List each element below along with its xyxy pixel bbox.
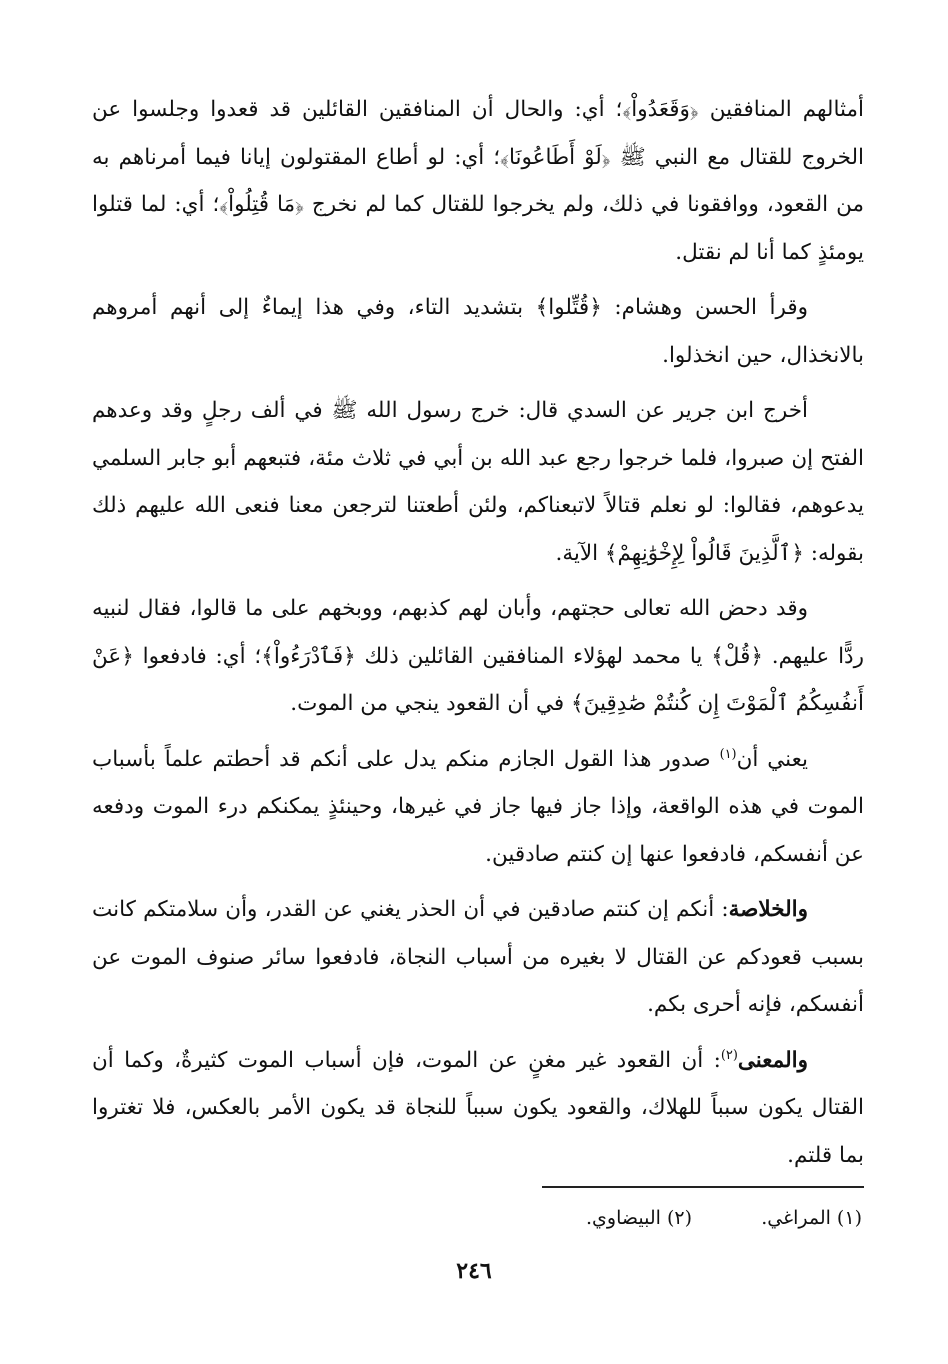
footnote-ref-1: (١) — [719, 746, 737, 762]
summary-heading: والخلاصة — [728, 897, 808, 922]
paragraph-2: وقرأ الحسن وهشام: ﴿قُتِّلوا﴾ بتشديد التاء، وفي هذا إيماءٌ إلى أنهم أمروهم بالانخذال، حين انخذلوا. — [92, 295, 864, 368]
paragraph-5-rest: صدور هذا القول الجازم منكم يدل على أنكم قد أحطتم علماً بأسباب الموت في هذه الواقعة، وإذا جاز فيها جاز في غيرها، وحينئذٍ يمكنكم درء الموت ودفعه عن أنفسكم، فادفعوا عنها إن كنتم صادقين. — [92, 746, 864, 867]
footnote-2: (٢) البيضاوي. — [586, 1207, 692, 1229]
paragraph-6 — [92, 886, 864, 1029]
footnotes — [586, 1200, 862, 1236]
footnote-separator — [542, 1186, 864, 1188]
paragraph-5-start: يعني أن — [736, 746, 808, 772]
main-text — [92, 86, 864, 1187]
paragraph-7 — [92, 1037, 864, 1180]
paragraph-5 — [92, 736, 864, 879]
paragraph-4: وقد دحض الله تعالى حجتهم، وأبان لهم كذبهم، ووبخهم على ما قالوا، فقال لنبيه ردًّا عليهم. ﴿قُلْ﴾ يا محمد لهؤلاء المنافقين القائلين ذلك ﴿فَٱدْرَءُواْ﴾؛ أي: فادفعوا ﴿عَنْ أَنفُسِكُمُ ٱلْمَوْتَ إِن كُنتُمْ صَٰدِقِينَ﴾ في أن القعود ينجي من الموت. — [92, 596, 864, 716]
footnote-1: (١) المراغي. — [761, 1207, 862, 1229]
paragraph-1: أمثالهم المنافقين ﴿وَقَعَدُواْ﴾؛ أي: والحال أن المنافقين القائلين قد قعدوا وجلسوا عن الخروج للقتال مع النبي ﷺ ﴿لَوْ أَطَاعُونَا﴾؛ أي: لو أطاع المقتولون إيانا فيما أمرناهم به من القعود، ووافقونا في ذلك، ولم يخرجوا للقتال كما لم نخرج ﴿مَا قُتِلُواْ﴾؛ أي: لما قتلوا يومئذٍ كما أنا لم نقتل. — [92, 97, 864, 265]
paragraph-3: أخرج ابن جرير عن السدي قال: خرج رسول الله ﷺ في ألف رجلٍ وقد وعدهم الفتح إن صبروا، فلما خرجوا رجع عبد الله بن أبي في ثلاث مئة، فتبعهم أبو جابر السلمي يدعوهم، فقالوا: لو نعلم قتالاً لاتبعناكم، ولئن أطعتنا لترجعن معنا فنعى الله عليهم ذلك بقوله: ﴿ٱلَّذِينَ قَالُواْ لِإِخْوَٰنِهِمْ﴾ الآية. — [92, 398, 864, 566]
paragraph-7-rest: : أن القعود غير مغنٍ عن الموت، فإن أسباب الموت كثيرةٌ، وكما أن القتال يكون سبباً للهلاك، والقعود يكون سبباً للنجاة قد يكون الأمر بالعكس، فلا تغتروا بما قلتم. — [92, 1047, 864, 1168]
page-number: ٢٤٦ — [456, 1258, 492, 1284]
meaning-heading: والمعنى — [737, 1047, 808, 1073]
footnote-ref-2: (٢) — [720, 1047, 738, 1063]
paragraph-6-rest: : أنكم إن كنتم صادقين في أن الحذر يغني عن القدر، وأن سلامتكم كانت بسبب قعودكم عن القتال لا بغيره من أسباب النجاة، فادفعوا سائر صنوف الموت عن أنفسكم، فإنه أحرى بكم. — [92, 897, 864, 1017]
